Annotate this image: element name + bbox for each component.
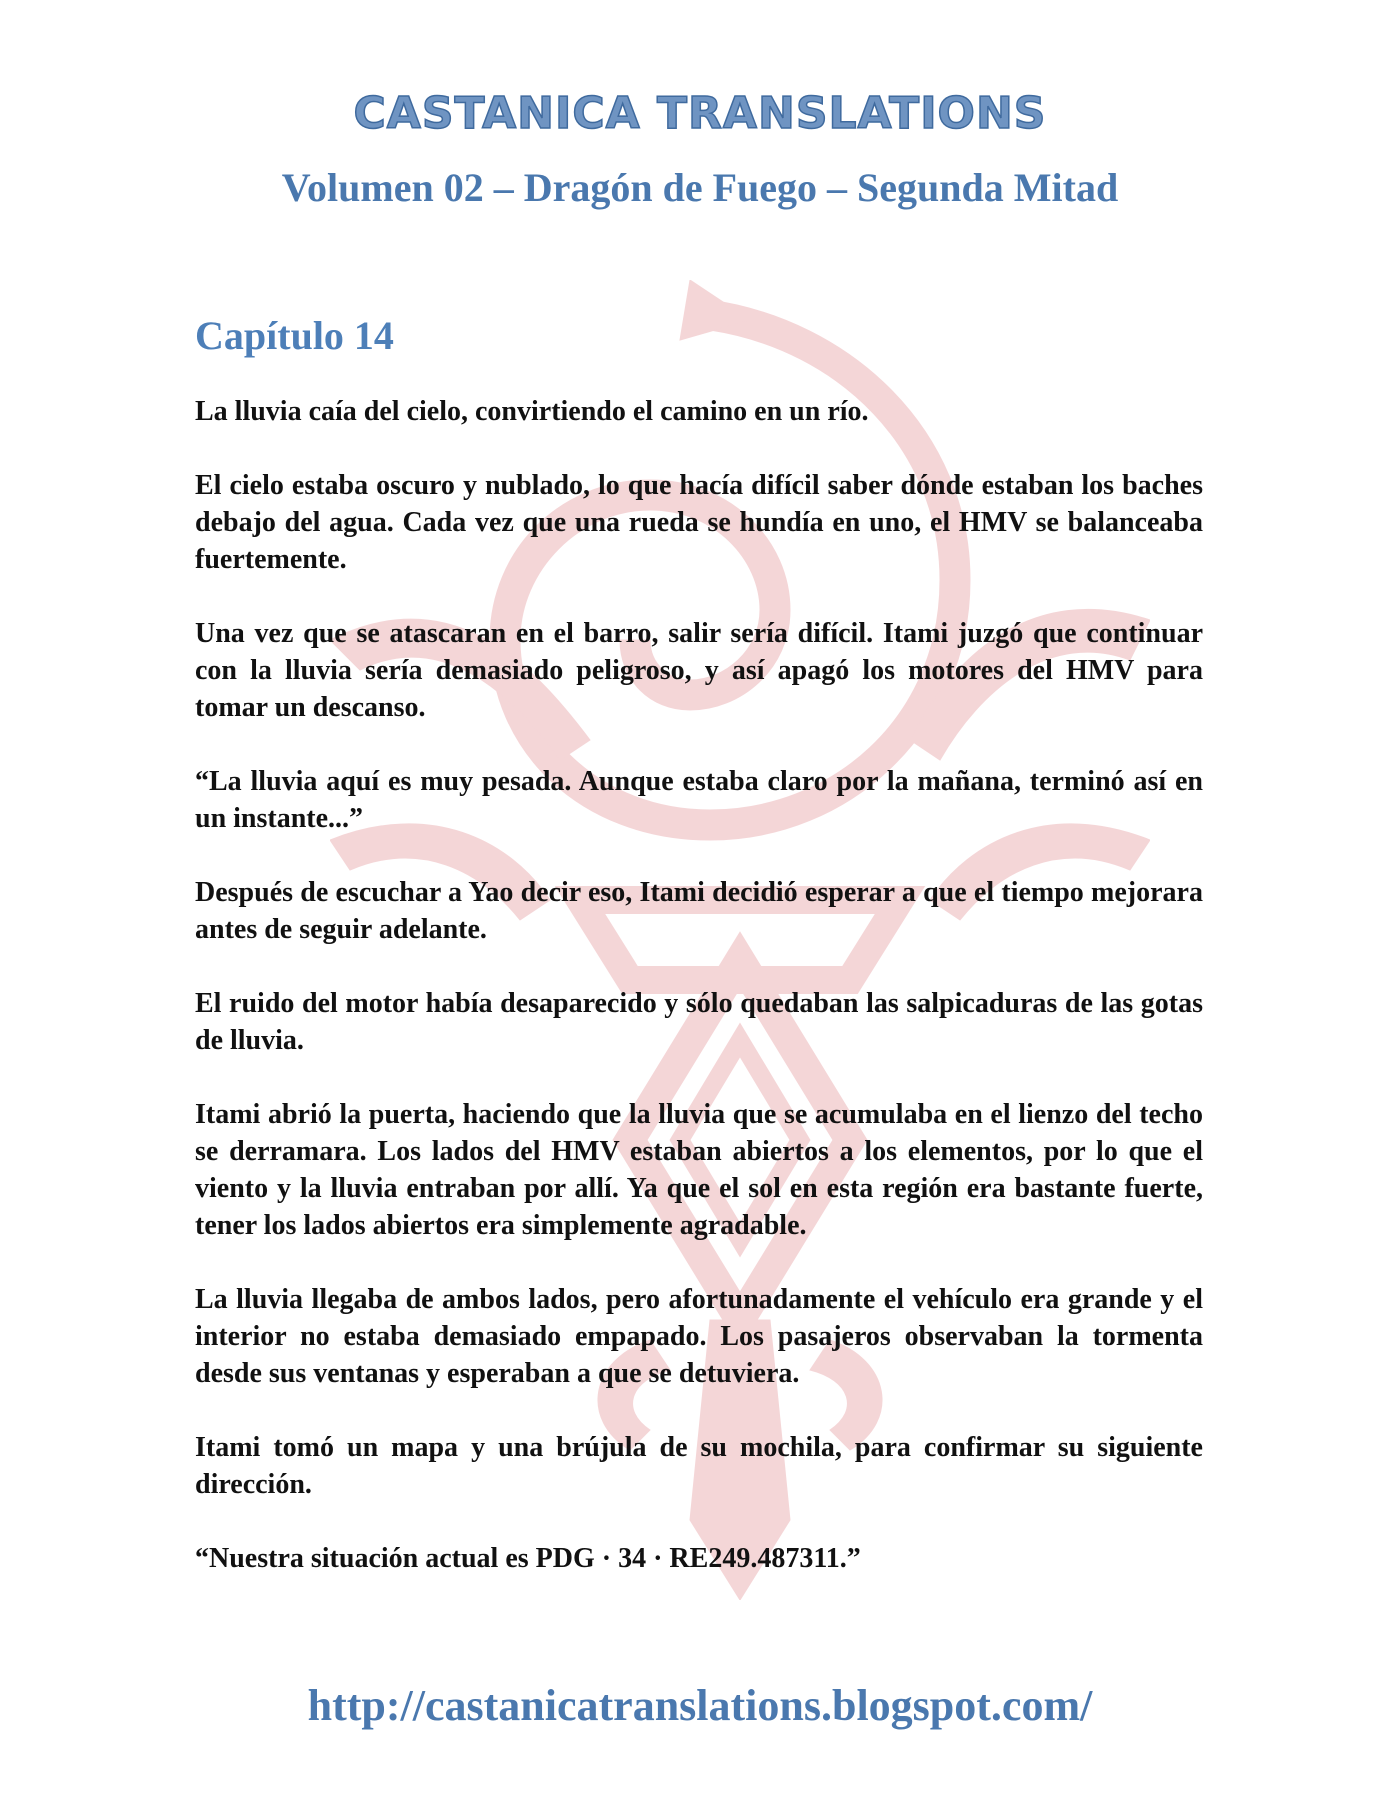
volume-subtitle: Volumen 02 – Dragón de Fuego – Segunda Mitad <box>281 165 1119 210</box>
chapter-title: Capítulo 14 <box>195 313 394 358</box>
paragraph: Itami abrió la puerta, haciendo que la lluvia que se acumulaba en el lienzo del techo se derramara. Los lados del HMV estaban abiertos a los elementos, por lo que el viento y la lluvia entraban por allí. Ya que el sol en esta región era bastante fuerte, tener los lados abiertos era simplemente agradable. <box>195 1099 1203 1241</box>
paragraph: “La lluvia aquí es muy pesada. Aunque estaba claro por la mañana, terminó así en un instante...” <box>195 766 1203 834</box>
paragraph: El cielo estaba oscuro y nublado, lo que hacía difícil saber dónde estaban los baches debajo del agua. Cada vez que una rueda se hundía en uno, el HMV se balanceaba fuertemente. <box>195 470 1203 575</box>
paragraph: Después de escuchar a Yao decir eso, Itami decidió esperar a que el tiempo mejorara antes de seguir adelante. <box>195 877 1203 945</box>
chapter-body <box>195 393 1203 1614</box>
footer-url-link[interactable]: http://castanicatranslations.blogspot.com/ <box>307 1681 1093 1730</box>
paragraph: El ruido del motor había desaparecido y sólo quedaban las salpicaduras de las gotas de lluvia. <box>195 988 1203 1056</box>
paragraph: “Nuestra situación actual es PDG · 34 · RE249.487311.” <box>195 1543 861 1574</box>
paragraph: La lluvia llegaba de ambos lados, pero afortunadamente el vehículo era grande y el interior no estaba demasiado empapado. Los pasajeros observaban la tormenta desde sus ventanas y esperaban a que se detuviera. <box>195 1284 1203 1389</box>
paragraph: Una vez que se atascaran en el barro, salir sería difícil. Itami juzgó que continuar con la lluvia sería demasiado peligroso, y así apagó los motores del HMV para tomar un descanso. <box>195 618 1203 723</box>
paragraph: La lluvia caía del cielo, convirtiendo el camino en un río. <box>195 396 869 427</box>
site-brand-title: CASTANICA TRANSLATIONS <box>353 88 1047 139</box>
paragraph: Itami tomó un mapa y una brújula de su mochila, para confirmar su siguiente dirección. <box>195 1432 1203 1500</box>
